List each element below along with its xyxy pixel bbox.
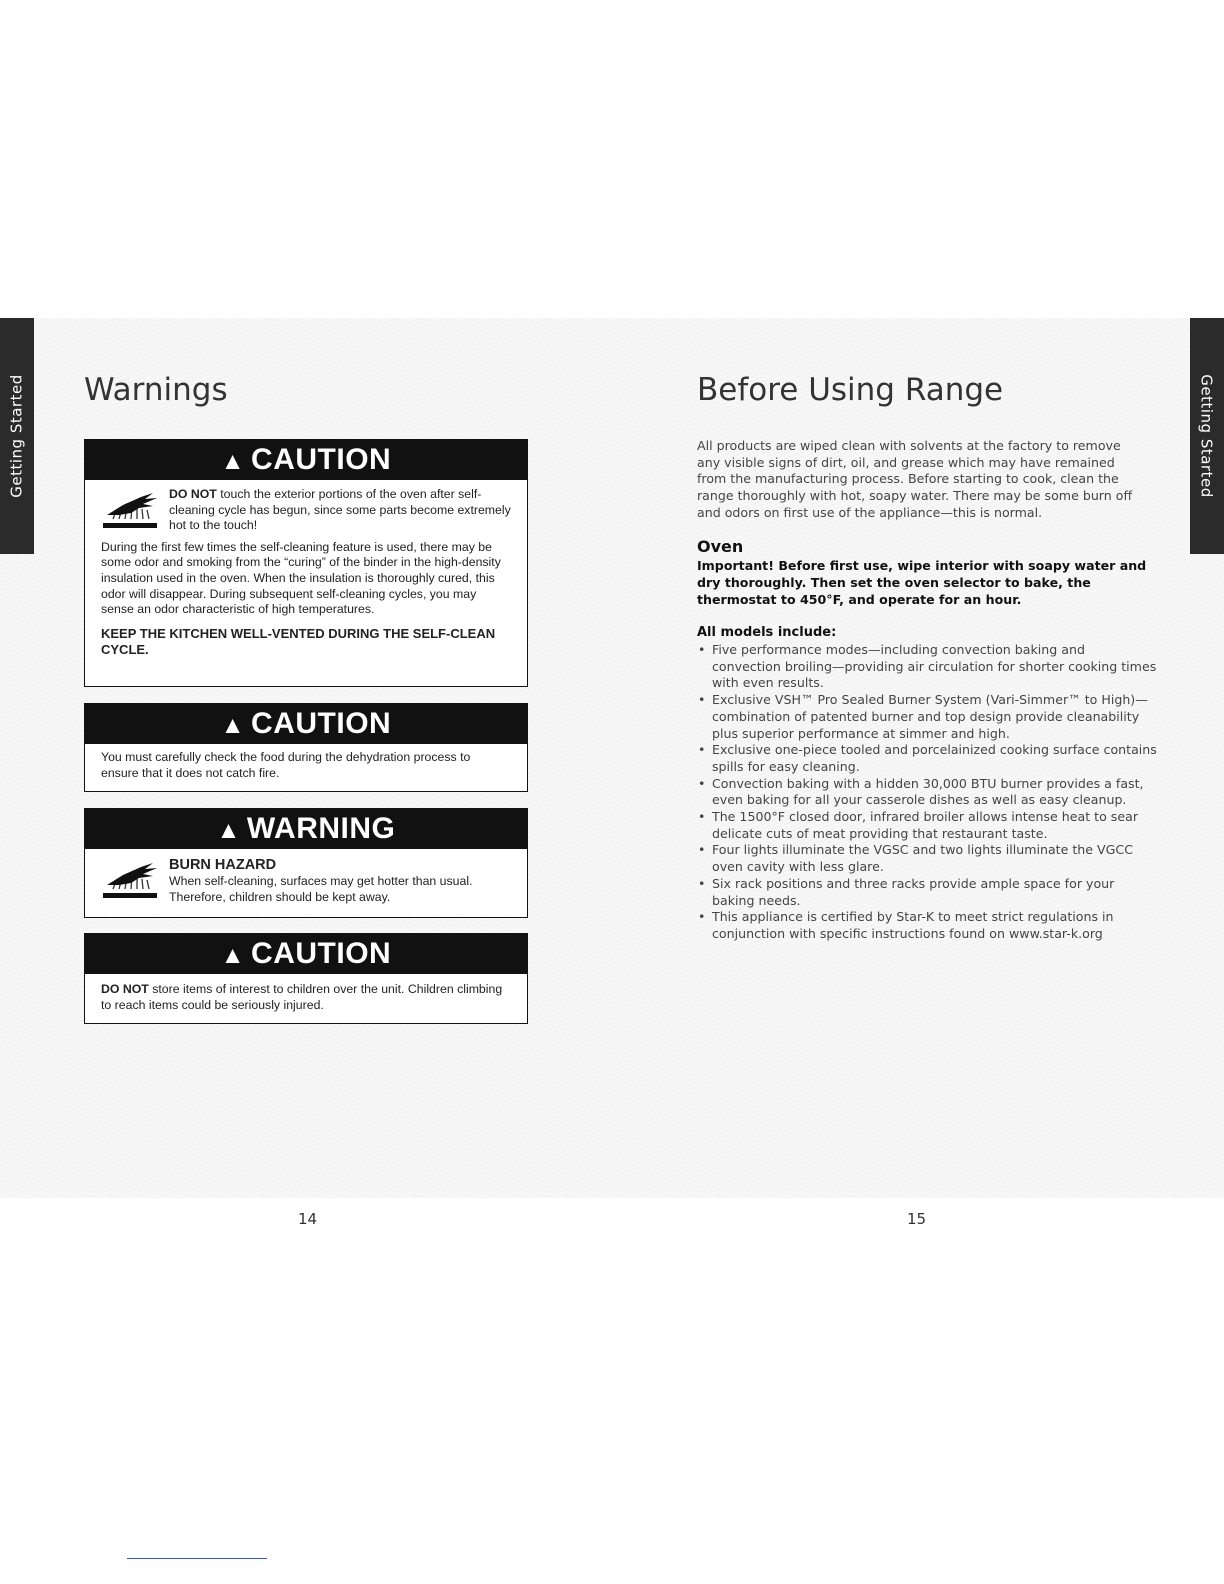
caution-lead-text: store items of interest to children over the unit. Children climbing to reach items could be seriously injured. xyxy=(101,982,503,1012)
hot-surface-hand-icon xyxy=(101,489,163,533)
features-list xyxy=(697,642,1157,943)
burn-hazard-title: BURN HAZARD xyxy=(169,857,277,873)
do-not-label: DO NOT xyxy=(101,982,149,996)
side-tab-label: Getting Started xyxy=(1198,374,1217,498)
oven-heading: Oven xyxy=(697,537,744,556)
caution-box-dehydration xyxy=(84,703,528,792)
warning-triangle-icon: ▲ xyxy=(220,712,246,739)
list-item: • Exclusive one-piece tooled and porcelainized cooking surface contains spills for easy cleaning. xyxy=(697,742,1157,775)
caution-bold-note: KEEP THE KITCHEN WELL-VENTED DURING THE SELF-CLEAN CYCLE. xyxy=(101,625,496,657)
hot-surface-hand-icon xyxy=(101,859,163,903)
warning-triangle-icon: ▲ xyxy=(220,942,246,969)
important-note: Important! Before first use, wipe interior with soapy water and dry thoroughly. Then set the oven selector to bake, the thermostat to 450°F, and operate for an hour. xyxy=(697,558,1147,607)
side-tab-label: Getting Started xyxy=(8,374,27,498)
caution-body-text: During the first few times the self-cleaning feature is used, there may be some odor and smoking from the “curing” of the binder in the high-density insulation used in the oven. When the insulation is thoroughly cured, this odor will disappear. During subsequent self-cleaning cycles, you may sense an odor characteristic of high temperatures. xyxy=(101,539,501,617)
list-item: • The 1500°F closed door, infrared broiler allows intense heat to sear delicate cuts of meat providing that restaurant taste. xyxy=(697,809,1157,842)
warning-box-burn-hazard xyxy=(84,808,528,918)
warning-header: ▲ WARNING xyxy=(85,809,527,849)
caution-box-self-clean xyxy=(84,439,528,687)
page-title-warnings: Warnings xyxy=(84,372,228,408)
list-item: • Four lights illuminate the VGSC and two lights illuminate the VGCC oven cavity with less glare. xyxy=(697,842,1157,875)
do-not-label: DO NOT xyxy=(169,487,217,501)
models-heading: All models include: xyxy=(697,625,837,640)
list-item: • Six rack positions and three racks provide ample space for your baking needs. xyxy=(697,876,1157,909)
page-number-right: 15 xyxy=(907,1210,927,1228)
warning-body-text: When self-cleaning, surfaces may get hotter than usual. Therefore, children should be kept away. xyxy=(169,874,473,904)
list-item: • Five performance modes—including convection baking and convection broiling—providing air circulation for shorter cooking times with even results. xyxy=(697,642,1157,692)
intro-paragraph: All products are wiped clean with solvents at the factory to remove any visible signs of dirt, oil, and grease which may have remained from the manufacturing process. Before starting to cook, clean the range thoroughly with hot, soapy water. There may be some burn off and odors on first use of the appliance—this is normal. xyxy=(697,438,1133,520)
list-item: • This appliance is certified by Star-K to meet strict regulations in conjunction with specific instructions found on www.star-k.org xyxy=(697,909,1157,942)
caution-body-text: You must carefully check the food during the dehydration process to ensure that it does not catch fire. xyxy=(101,750,471,780)
warning-triangle-icon: ▲ xyxy=(216,817,241,844)
page-number-left: 14 xyxy=(298,1210,318,1228)
side-tab-left xyxy=(0,318,34,554)
list-item: • Exclusive VSH™ Pro Sealed Burner System (Vari-Simmer™ to High)—combination of patented burner and top design provide cleanability plus superior performance at simmer and high. xyxy=(697,692,1157,742)
list-item: • Convection baking with a hidden 30,000 BTU burner provides a fast, even baking for all your casserole dishes as well as easy cleanup. xyxy=(697,776,1157,809)
caution-box-children xyxy=(84,933,528,1024)
warning-triangle-icon: ▲ xyxy=(220,448,246,475)
page-title-before-using-range: Before Using Range xyxy=(697,372,1004,408)
caution-header: ▲ CAUTION xyxy=(85,704,527,744)
footer-divider xyxy=(127,1558,267,1559)
side-tab-right xyxy=(1190,318,1224,554)
caution-header: ▲ CAUTION xyxy=(85,440,527,480)
caution-header: ▲ CAUTION xyxy=(85,934,527,974)
caution-lead-text: touch the exterior portions of the oven after self-cleaning cycle has begun, since some parts become extremely hot to the touch! xyxy=(169,487,511,533)
